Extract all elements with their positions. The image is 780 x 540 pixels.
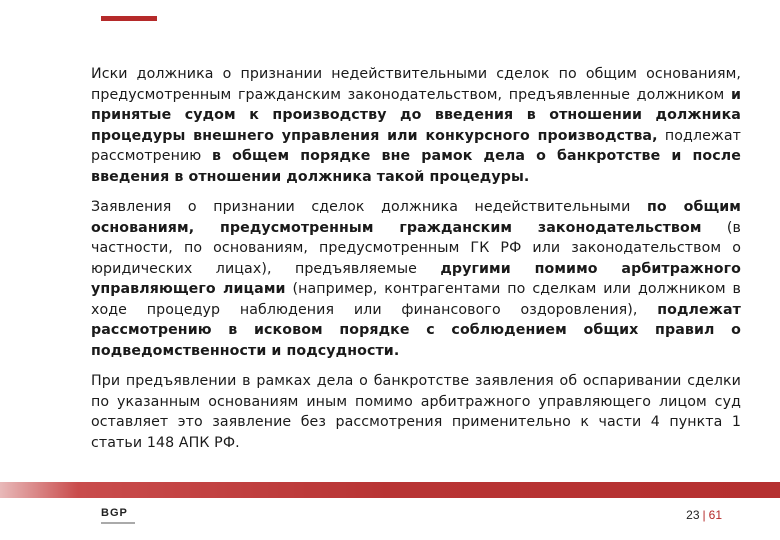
text-segment: При предъявлении в рамках дела о банкротстве заявления об оспаривании сделки по указанным основаниям иным помимо арбитражного управляющего лицом суд оставляет это заявление без рассмотрения применительно к части 4 пункта 1 статьи 148 АПК РФ. <box>91 373 741 451</box>
text-segment: Заявления о признании сделок должника недействительными <box>91 199 647 215</box>
page-current: 23 <box>686 508 700 522</box>
paragraph-2 <box>91 197 741 361</box>
text-segment: (в частности, по основаниям, предусмотренным ГК РФ или законодательством о юридических лицах), предъявляемые <box>91 219 741 277</box>
bold-text-segment: и принятые судом к производству до введения в отношении должника процедуры внешнего управления или конкурсного производства, <box>91 86 741 144</box>
bold-text-segment: в общем порядке вне рамок дела о банкротстве и после введения в отношении должника такой процедуры. <box>91 148 742 185</box>
slide-body <box>91 64 741 463</box>
page-separator: | <box>702 508 706 522</box>
text-segment: подлежат рассмотрению <box>91 127 741 164</box>
bold-text-segment: по общим основаниям, предусмотренным гражданским законодательством <box>91 199 741 236</box>
logo-underline <box>101 522 135 524</box>
text-segment: Иски должника о признании недействительными сделок по общим основаниям, предусмотренным гражданским законодательством, предъявленные должником <box>91 66 741 103</box>
page-total: 61 <box>708 508 722 522</box>
bold-text-segment: другими помимо арбитражного управляющего лицами <box>91 260 741 297</box>
title-accent-bar <box>101 16 157 21</box>
company-logo <box>101 507 135 524</box>
paragraph-3 <box>91 371 741 453</box>
logo-text: BGP <box>101 507 128 519</box>
paragraph-1 <box>91 64 741 187</box>
footer-band <box>0 482 780 498</box>
bold-text-segment: подлежат рассмотрению в исковом порядке с соблюдением общих правил о подведомственности и подсудности. <box>91 301 741 359</box>
text-segment: (например, контрагентами по сделкам или должником в ходе процедур наблюдения или финансового оздоровления), <box>91 281 741 318</box>
page-number <box>686 508 722 522</box>
